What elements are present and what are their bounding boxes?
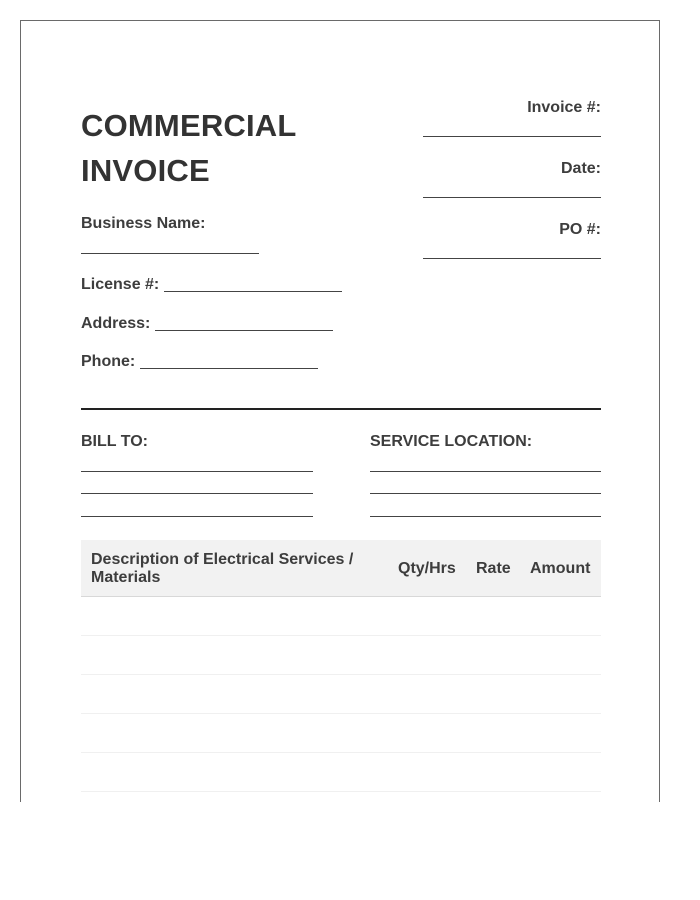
title-line-2: INVOICE	[81, 153, 210, 188]
items-table	[81, 540, 601, 792]
table-row[interactable]	[81, 597, 601, 636]
phone-field[interactable]	[140, 368, 318, 369]
address-field[interactable]	[155, 330, 333, 331]
license-field[interactable]	[164, 291, 342, 292]
bill-to-label: BILL TO:	[81, 433, 148, 450]
invoice-number-label: Invoice #:	[527, 99, 601, 116]
table-row[interactable]	[81, 753, 601, 792]
service-location-line-2[interactable]	[370, 493, 601, 494]
bill-to-line-1[interactable]	[81, 471, 313, 472]
column-header-description: Description of Electrical Services / Materials	[91, 551, 354, 586]
business-name-field[interactable]	[81, 253, 259, 254]
service-location-line-1[interactable]	[370, 471, 601, 472]
bill-to-line-3[interactable]	[81, 516, 313, 517]
table-row[interactable]	[81, 636, 601, 675]
address-label: Address:	[81, 315, 151, 332]
table-row[interactable]	[81, 714, 601, 753]
title-line-1: COMMERCIAL	[81, 108, 297, 143]
table-row[interactable]	[81, 675, 601, 714]
po-number-field[interactable]	[423, 258, 601, 259]
bill-to-line-2[interactable]	[81, 493, 313, 494]
po-number-label: PO #:	[559, 221, 601, 238]
document-title	[81, 103, 381, 193]
section-divider	[81, 408, 601, 410]
date-field[interactable]	[423, 197, 601, 198]
column-header-rate: Rate	[476, 560, 511, 577]
license-label: License #:	[81, 276, 160, 293]
column-header-amount: Amount	[530, 560, 591, 577]
invoice-number-field[interactable]	[423, 136, 601, 137]
service-location-line-3[interactable]	[370, 516, 601, 517]
phone-label: Phone:	[81, 353, 136, 370]
service-location-label: SERVICE LOCATION:	[370, 433, 533, 450]
date-label: Date:	[560, 160, 601, 177]
column-header-qty-hrs: Qty/Hrs	[398, 560, 456, 577]
table-header	[81, 540, 601, 597]
business-name-label: Business Name:	[81, 215, 206, 232]
